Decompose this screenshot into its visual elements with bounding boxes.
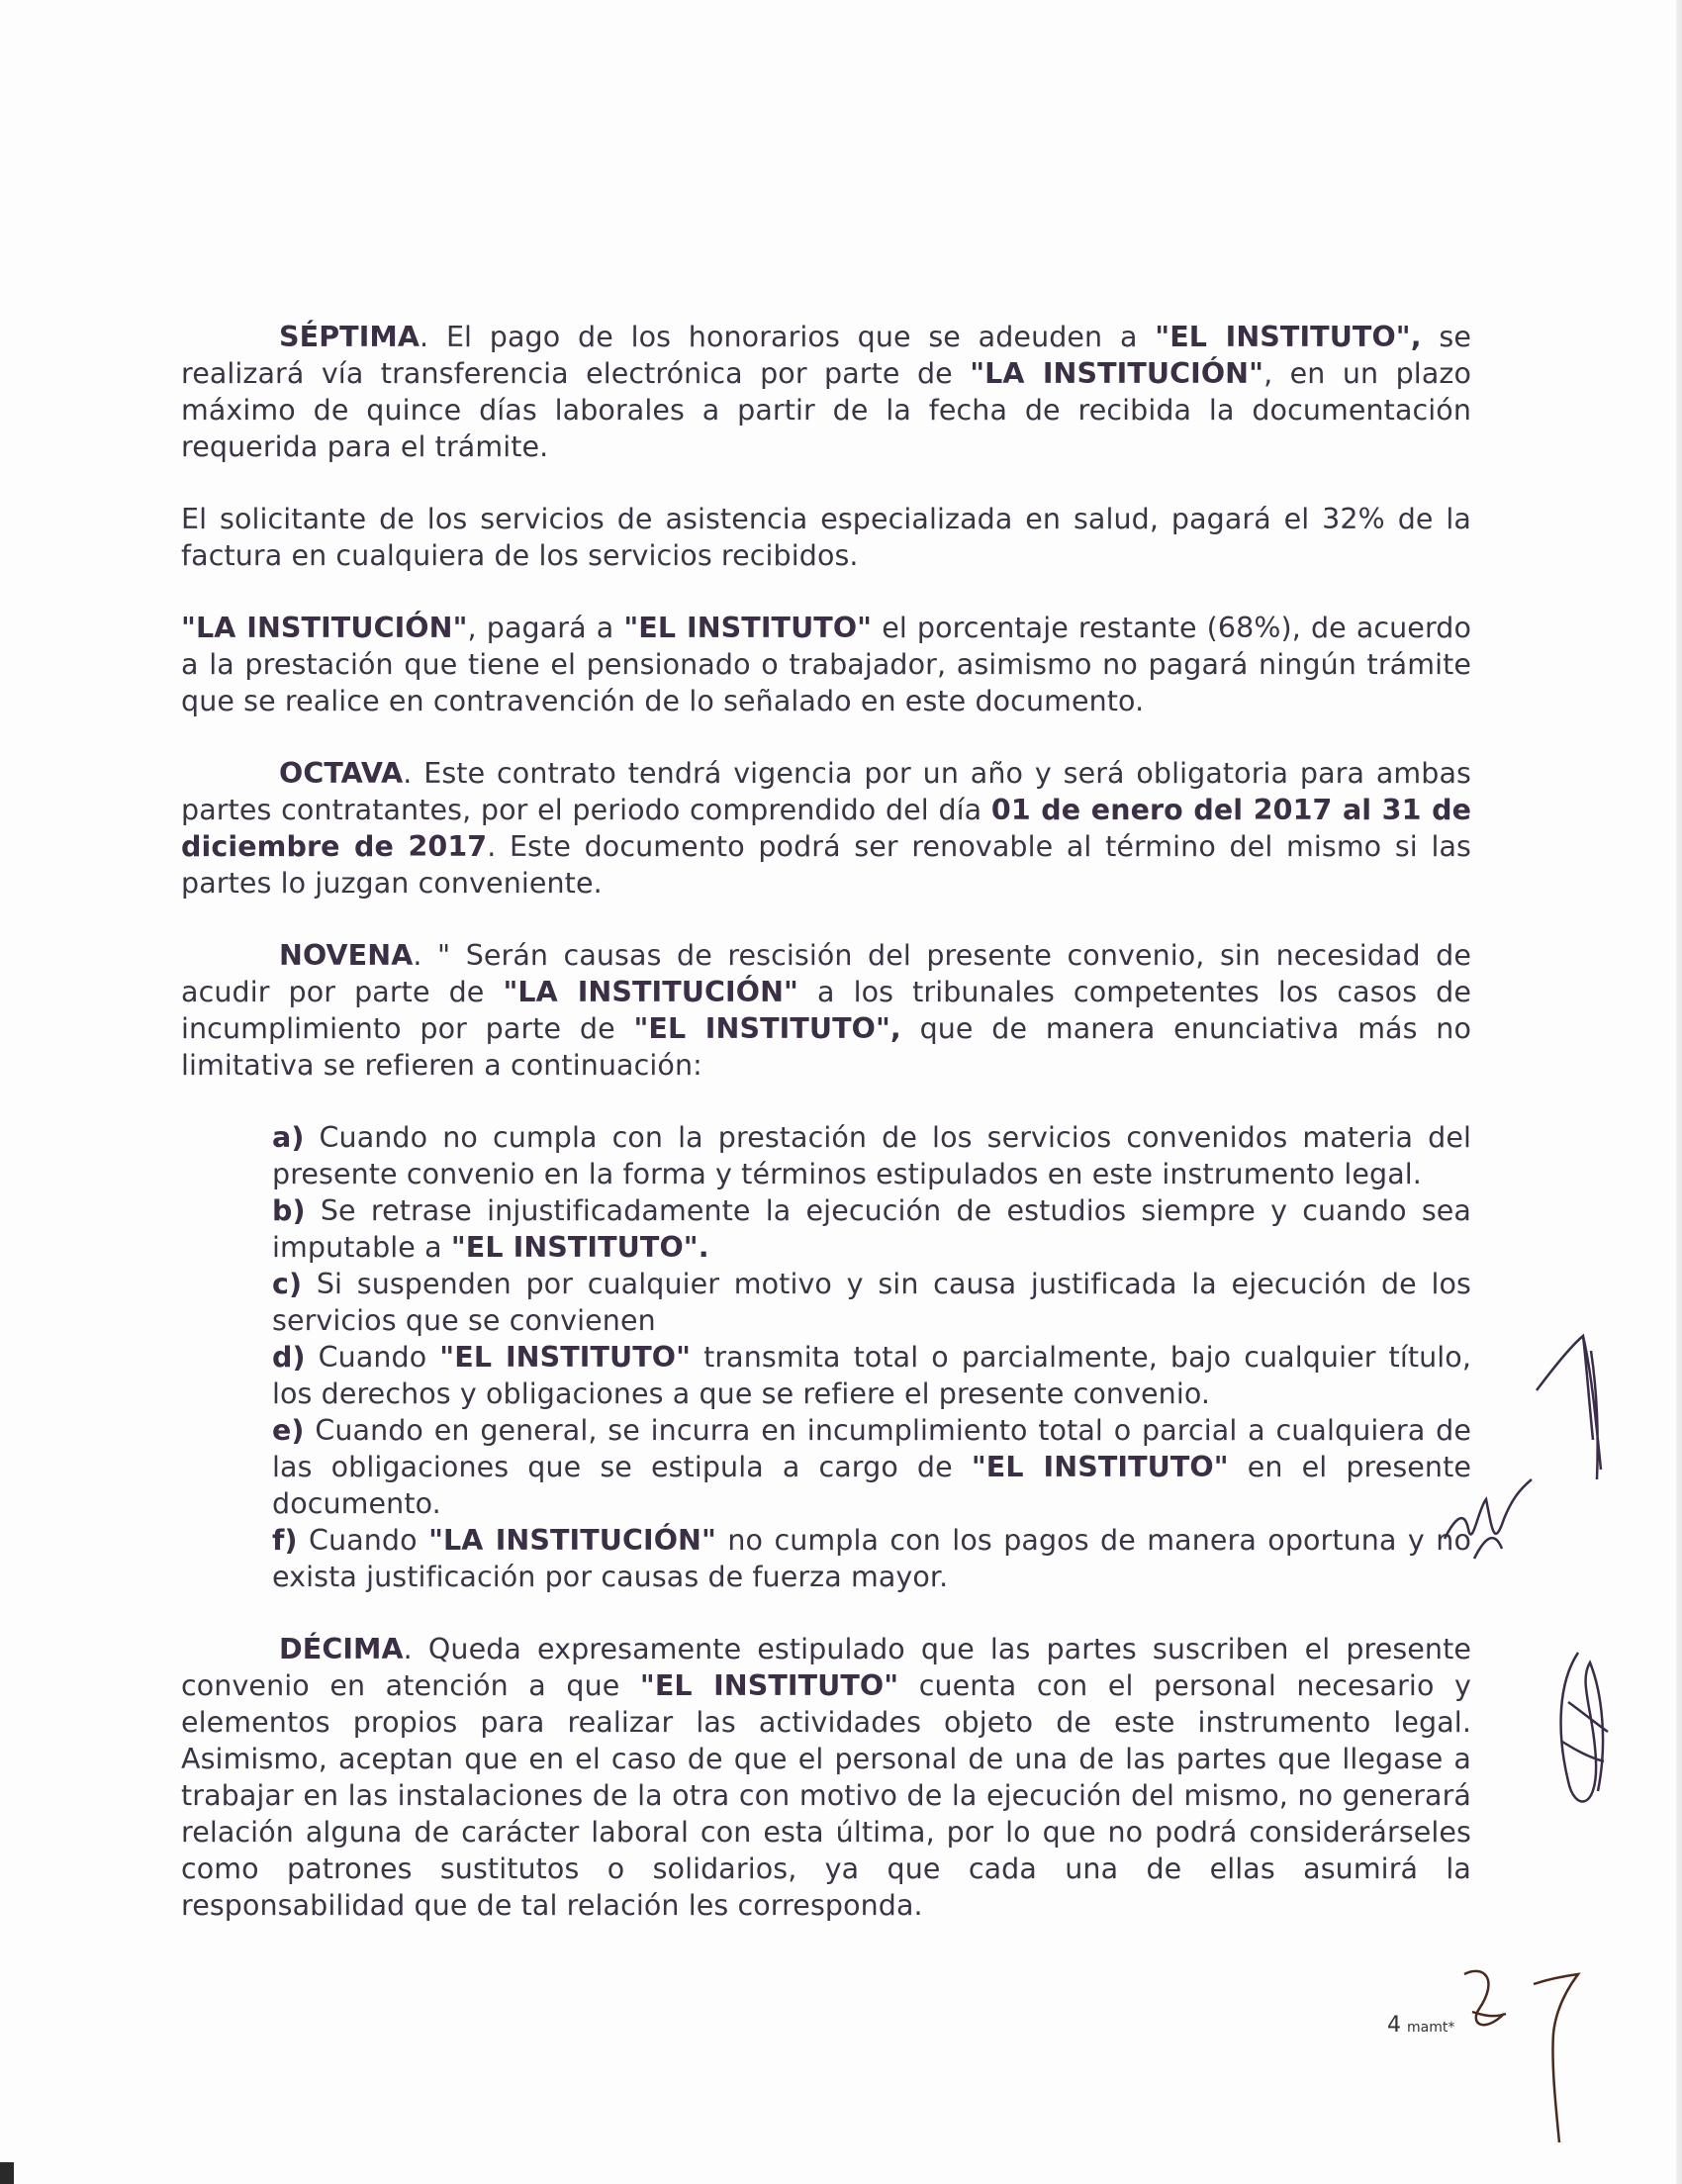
scan-corner-mark (0, 2162, 14, 2184)
clause-novena: NOVENA. " Serán causas de rescisión del presente convenio, sin necesidad de acudir por parte de "LA INSTITUCIÓN" a los tribunales competentes los casos de incumplimiento por parte de "EL INSTITUTO", que de manera enunciativa más no limitativa se refieren a continuación: (181, 939, 1472, 1082)
list-item-d: d) Cuando "EL INSTITUTO" transmita total o parcialmente, bajo cualquier título, los derechos y obligaciones a que se refiere el presente convenio. (272, 1341, 1471, 1410)
clause-heading-novena: NOVENA (279, 939, 414, 972)
clause-septima: SÉPTIMA. El pago de los honorarios que se adeuden a "EL INSTITUTO", se realizará vía transferencia electrónica por parte de "LA INSTITUCIÓN", en un plazo máximo de quince días laborales a partir de la fecha de recibida la documentación requerida para el trámite. (181, 321, 1472, 463)
document-code: mamt* (1407, 2020, 1455, 2036)
signature-mark-3 (1539, 1643, 1628, 1831)
clause-decima: DÉCIMA. Queda expresamente estipulado que las partes suscriben el presente convenio en atención a que "EL INSTITUTO" cuenta con el personal necesario y elementos propios para realizar las actividades objeto de este instrumento legal. Asimismo, aceptan que en el caso de que el personal de una de las partes que llegase a trabajar en las instalaciones de la otra con motivo de la ejecución del mismo, no generará relación alguna de carácter laboral con esta última, por lo que no podrá considerárseles como patrones sustitutos o solidarios, ya que cada una de ellas asumirá la responsabilidad que de tal relación les corresponda. (181, 1633, 1471, 1922)
page-number: 4 (1387, 2013, 1401, 2038)
list-item-e: e) Cuando en general, se incurra en incumplimiento total o parcial a cualquiera de las obligaciones que se estipula a cargo de "EL INSTITUTO" en el presente documento. (272, 1414, 1471, 1520)
validity-period: 01 de enero del 2017 al 31 de diciembre de 2017 (181, 794, 1471, 863)
clause-heading-decima: DÉCIMA (279, 1633, 404, 1665)
list-item-a: a) Cuando no cumpla con la prestación de los servicios convenidos materia del presente convenio en la forma y términos estipulados en este instrumento legal. (272, 1121, 1471, 1190)
document-body (181, 319, 1471, 1959)
scan-edge (1676, 0, 1682, 2184)
page-footer (1387, 2013, 1454, 2038)
clause-heading-septima: SÉPTIMA (279, 321, 420, 353)
clause-heading-octava: OCTAVA (279, 757, 404, 790)
clause-octava: OCTAVA. Este contrato tendrá vigencia por un año y será obligatoria para ambas partes contratantes, por el periodo comprendido del día 01 de enero del 2017 al 31 de diciembre de 2017. Este documento podrá ser renovable al término del mismo si las partes lo juzgan conveniente. (181, 757, 1471, 900)
signature-mark-2 (1435, 1470, 1563, 1578)
payment-paragraph-68: "LA INSTITUCIÓN", pagará a "EL INSTITUTO" el porcentaje restante (68%), de acuerdo a la prestación que tiene el pensionado o trabajador, asimismo no pagará ningún trámite que se realice en contravención de lo señalado en este documento. (181, 612, 1471, 717)
list-item-f: f) Cuando "LA INSTITUCIÓN" no cumpla con los pagos de manera oportuna y no exista justificación por causas de fuerza mayor. (272, 1524, 1472, 1593)
rescission-causes-list (272, 1119, 1471, 1595)
page-folio-handwritten (1445, 1954, 1593, 2152)
list-item-c: c) Si suspenden por cualquier motivo y sin causa justificada la ejecución de los servicios que se convienen (272, 1268, 1471, 1337)
payment-paragraph-32: El solicitante de los servicios de asistencia especializada en salud, pagará el 32% de la factura en cualquiera de los servicios recibidos. (181, 503, 1471, 572)
list-item-b: b) Se retrase injustificadamente la ejecución de estudios siempre y cuando sea imputable a "EL INSTITUTO". (272, 1194, 1471, 1264)
